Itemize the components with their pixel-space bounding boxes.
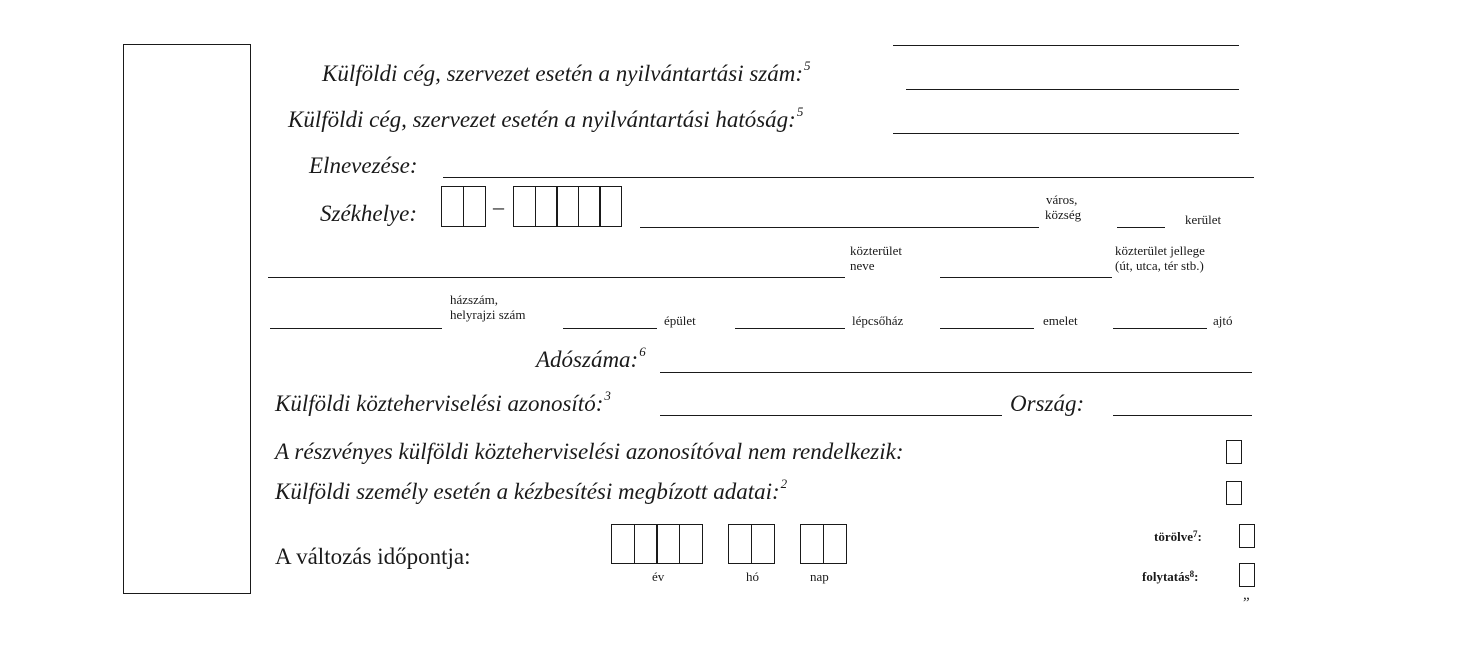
door-field[interactable] [1113,328,1207,329]
foreign-tax-id-label: Külföldi közteherviselési azonosító:$^3$ [275,388,611,416]
postcode-cell[interactable] [441,186,464,227]
staircase-field[interactable] [735,328,845,329]
postcode-boxes-first[interactable] [441,186,486,227]
reg-authority-field[interactable] [893,133,1239,134]
postcode-boxes-second[interactable] [513,186,622,227]
tax-number-label: Adószáma:$^6$ [536,344,646,372]
street-type-field[interactable] [940,277,1112,278]
day-cell[interactable] [823,524,847,564]
tax-number-field[interactable] [660,372,1252,373]
house-number-label: házszám, helyrajzi szám [450,292,526,322]
continuation-label: folytatás$^8$: [1142,569,1199,584]
top-blank-line[interactable] [893,45,1239,46]
seat-label: Székhelye: [320,201,418,226]
door-label: ajtó [1213,313,1233,328]
postcode-cell[interactable] [513,186,536,227]
left-margin-box [123,44,251,594]
country-field[interactable] [1113,415,1252,416]
deleted-checkbox[interactable] [1239,524,1255,548]
continuation-checkbox[interactable] [1239,563,1255,587]
deleted-label: törölve$^7$: [1154,529,1202,544]
foreign-tax-id-field[interactable] [660,415,1002,416]
change-date-label: A változás időpontja: [275,544,471,569]
year-label: év [652,569,665,584]
closing-quote: ” [1243,595,1250,611]
building-field[interactable] [563,328,657,329]
postcode-cell[interactable] [463,186,486,227]
postcode-cell[interactable] [535,186,558,227]
building-label: épület [664,313,696,328]
day-label: nap [810,569,829,584]
postcode-cell[interactable] [599,186,622,227]
year-cell[interactable] [634,524,658,564]
month-cell[interactable] [751,524,775,564]
day-cell[interactable] [800,524,824,564]
reg-number-field[interactable] [906,89,1239,90]
name-label: Elnevezése: [309,153,418,178]
district-label: kerület [1185,212,1222,227]
street-type-label: közterület jellege (út, utca, tér stb.) [1115,243,1205,273]
street-name-field[interactable] [268,277,845,278]
floor-field[interactable] [940,328,1034,329]
city-field[interactable] [640,227,1039,228]
reg-number-label: Külföldi cég, szervezet esetén a nyilvántartási szám:$^5$ [322,58,811,86]
day-boxes[interactable] [800,524,847,564]
year-cell[interactable] [656,524,680,564]
reg-authority-label: Külföldi cég, szervezet esetén a nyilvántartási hatóság:$^5$ [288,104,804,132]
country-label: Ország: [1010,391,1085,416]
month-cell[interactable] [728,524,752,564]
month-boxes[interactable] [728,524,775,564]
no-foreign-tax-id-checkbox[interactable] [1226,440,1242,464]
name-field[interactable] [443,177,1254,178]
delivery-agent-checkbox[interactable] [1226,481,1242,505]
year-boxes[interactable] [611,524,703,564]
month-label: hó [746,569,759,584]
street-name-label: közterület neve [850,243,902,273]
city-label: város, község [1045,192,1082,222]
no-foreign-tax-id-label: A részvényes külföldi közteherviselési azonosítóval nem rendelkezik: [275,439,904,464]
postcode-cell[interactable] [556,186,579,227]
year-cell[interactable] [679,524,703,564]
floor-label: emelet [1043,313,1078,328]
house-number-field[interactable] [270,328,442,329]
district-field[interactable] [1117,227,1165,228]
postcode-cell[interactable] [578,186,601,227]
staircase-label: lépcsőház [852,313,904,328]
delivery-agent-label: Külföldi személy esetén a kézbesítési megbízott adatai:$^2$ [275,476,788,504]
year-cell[interactable] [611,524,635,564]
postcode-dash: – [493,194,504,219]
